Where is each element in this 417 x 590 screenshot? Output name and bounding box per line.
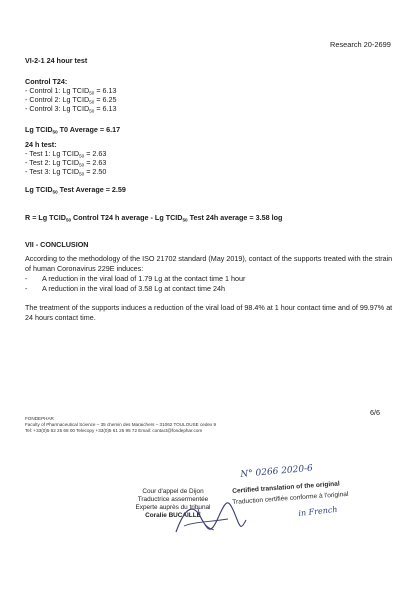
- translator-stamp: Cour d'appel de Dijon Traductrice assermentée Experte auprès du tribunal Coralie BUCAILLE: [135, 488, 211, 519]
- list-item: - A reduction in the viral load of 1.79 Lg at the contact time 1 hour: [25, 274, 246, 283]
- certification-handwritten-note: in French: [298, 504, 338, 518]
- document-reference: Research 20-2699: [330, 40, 391, 49]
- list-item: - A reduction in the viral load of 3.58 Lg at contact time 24h: [25, 283, 225, 293]
- conclusion-intro: According to the methodology of the ISO 21702 standard (May 2019), contact of the supports treated with the strain of human Coronavirus 229E induces:: [25, 254, 393, 273]
- footer-contact: Tel: +33(0)5 62 25 68 00 Telecopy +33(0)5 61 25 95 72 Email: contact@fondephar.com: [25, 428, 203, 434]
- conclusion-summary: The treatment of the supports induces a reduction of the viral load of 98.4% at 1 hour contact time and of 99.97% at 24 hours contact time.: [25, 303, 393, 322]
- test-average: Lg $TCID_{50}$ Test Average = 2.59: [25, 185, 126, 195]
- footer: [25, 416, 216, 435]
- t0-average: Lg $TCID_{50}$ T0 Average = 6.17: [25, 125, 121, 135]
- test-line-2: - Test 2: Lg $TCID_{50} = 2.63$: [25, 158, 107, 168]
- control-line-3: - Control 3: Lg $TCID_{50} = 6.13$: [25, 104, 117, 114]
- certification-line-1: Certified translation of the original: [232, 480, 340, 495]
- test-title: 24 h test:: [25, 140, 57, 149]
- page-number: 6/6: [370, 408, 380, 417]
- footer-address: Faculty of Pharmaceutical Science – 35 chemin des Maraichers – 31062 TOULOUSE cedex 9: [25, 422, 217, 428]
- test-line-1: - Test 1: Lg $TCID_{50} = 2.63$: [25, 149, 107, 159]
- control-line-1: - Control 1: Lg $TCID_{50} = 6.13$: [25, 86, 117, 96]
- section-title-24h: VI-2-1 24 hour test: [25, 56, 88, 65]
- certification-number: N° 0266 2020-6: [240, 463, 314, 480]
- test-line-3: - Test 3: Lg $TCID_{50} = 2.50$: [25, 167, 107, 177]
- certification-line-2: Traduction certifiée conforme à l'original: [232, 490, 349, 506]
- conclusion-bullet-list: [25, 274, 393, 293]
- reduction-formula: R = Lg $TCID_{50}$ Control T24 h average - Lg $TCID_{50}$ Test 24h average = 3.58 log: [25, 213, 283, 223]
- control-title: Control T24:: [25, 77, 68, 86]
- conclusion-title: VII - CONCLUSION: [25, 240, 89, 249]
- footer-org: FONDEPHAR: [25, 416, 54, 421]
- control-line-2: - Control 2: Lg $TCID_{50} = 6.25$: [25, 95, 117, 105]
